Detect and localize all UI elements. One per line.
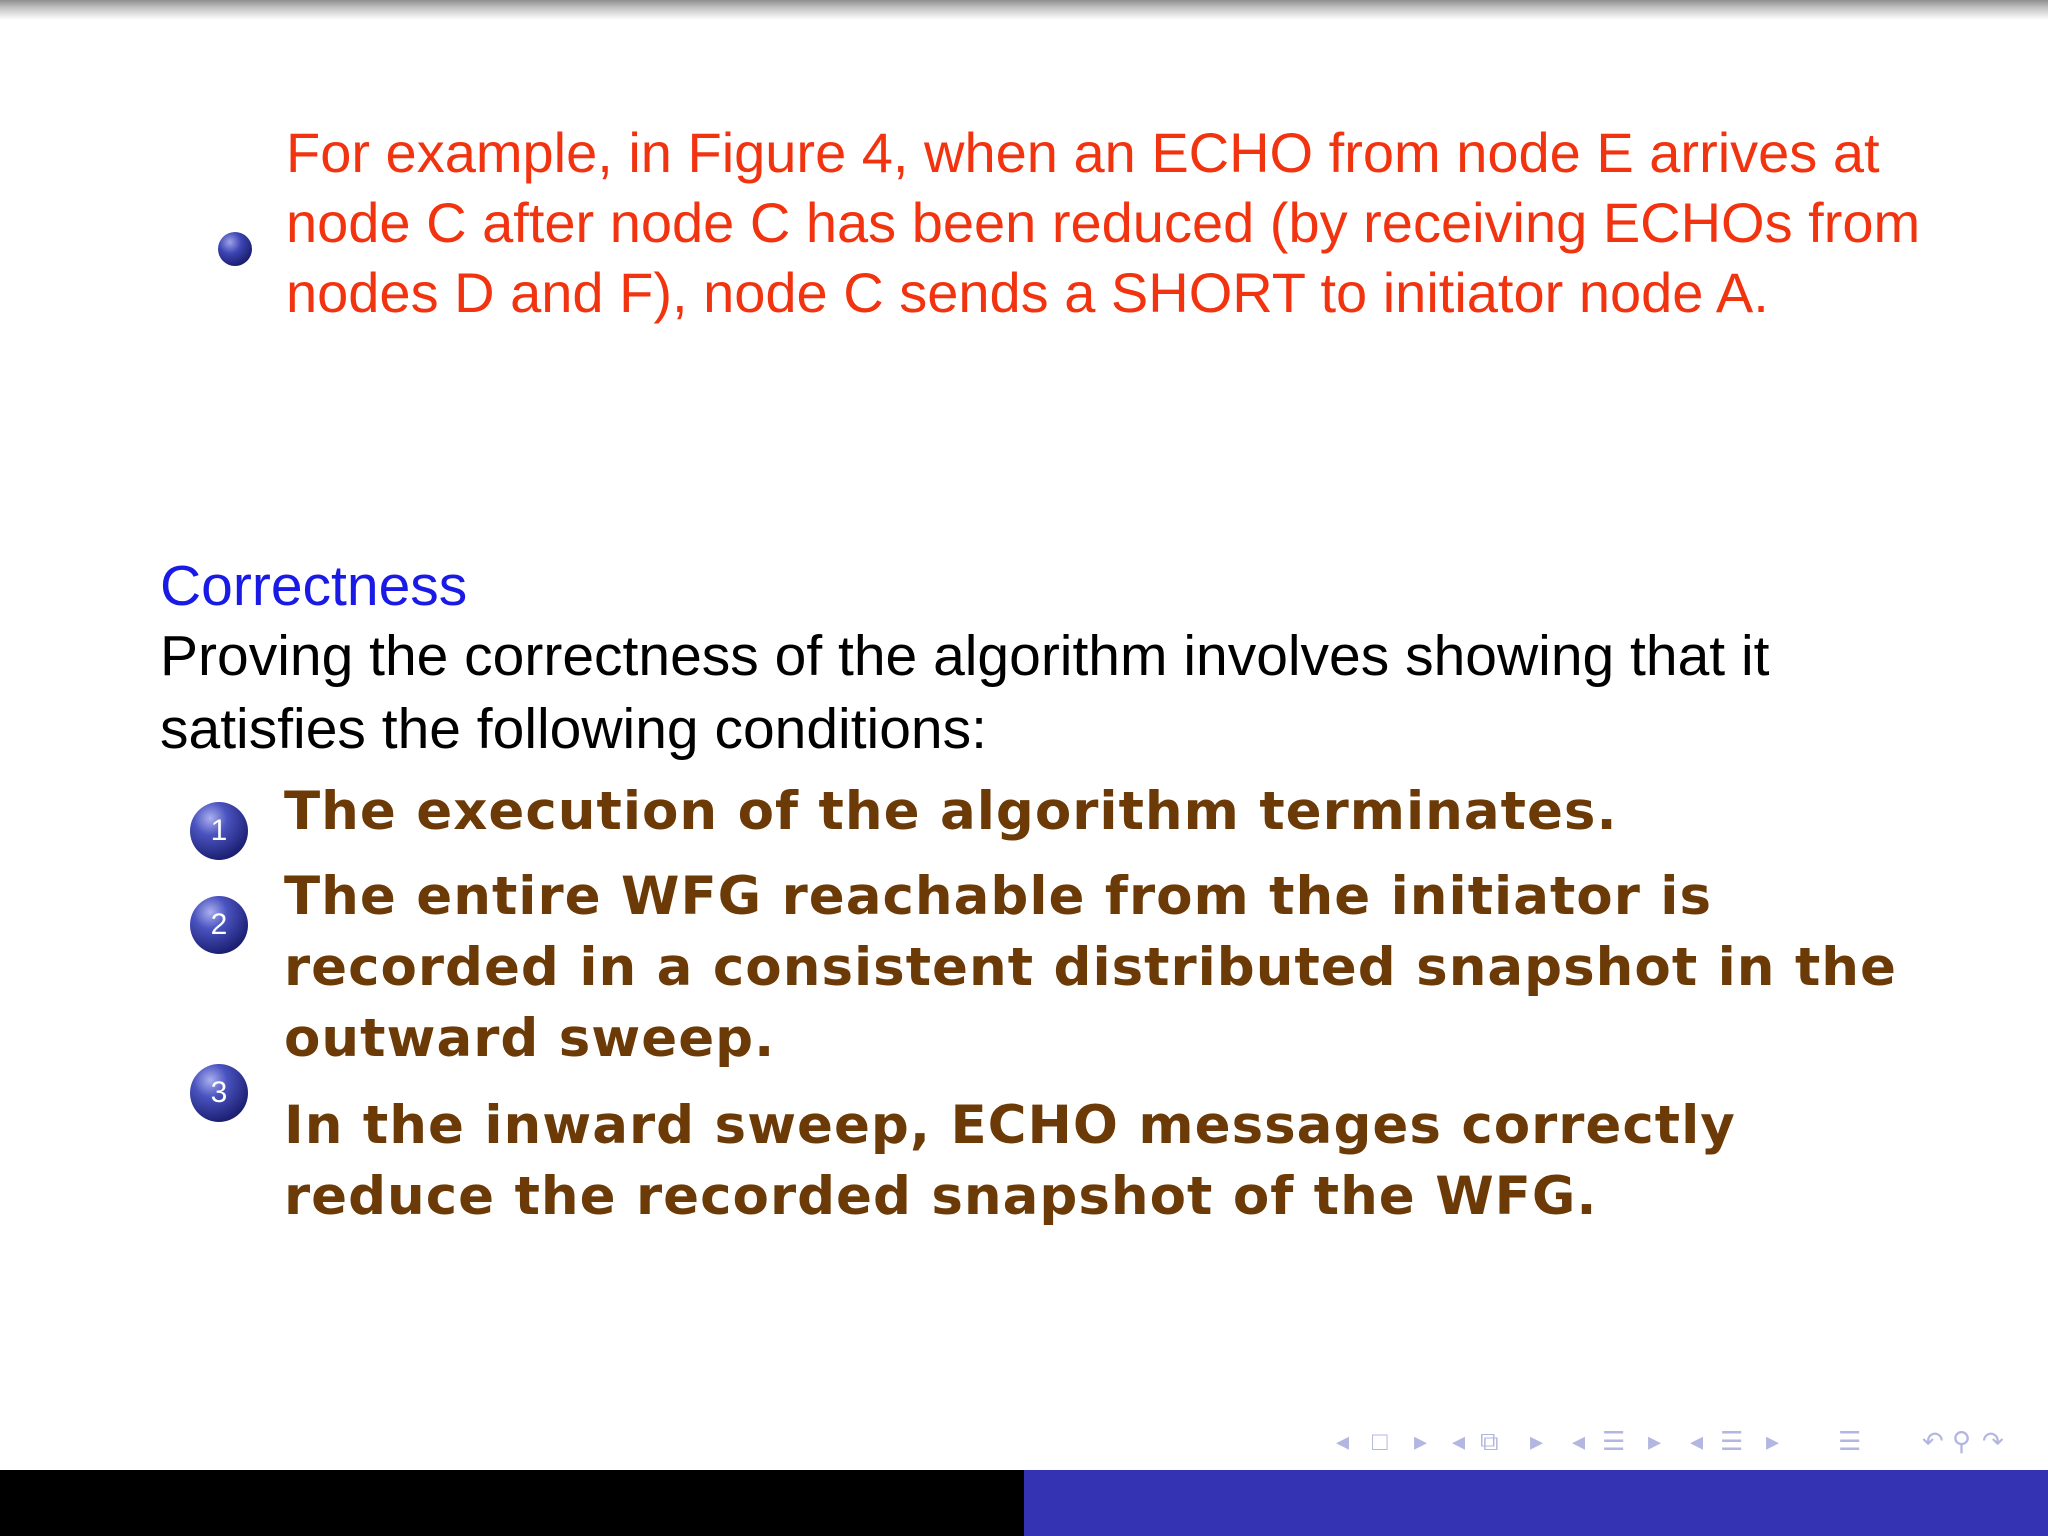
prev-part-icon[interactable]: ◂: [1690, 1426, 1704, 1456]
next-section-icon[interactable]: ▸: [1648, 1426, 1662, 1456]
forward-icon[interactable]: ↷: [1982, 1426, 2004, 1456]
beamer-navigation-bar: [1330, 1424, 2030, 1458]
footer-right-bar: [1024, 1470, 2048, 1536]
prev-subsection-icon[interactable]: ◂: [1452, 1426, 1466, 1456]
condition-item-2: The entire WFG reachable from the initiator is recorded in a consistent distributed snapshot in the outward sweep.: [284, 866, 1897, 1069]
section-icon[interactable]: ☰: [1602, 1426, 1626, 1456]
frame-icon[interactable]: □: [1372, 1426, 1388, 1456]
document-icon[interactable]: ☰: [1838, 1426, 1862, 1456]
search-icon[interactable]: ⚲: [1952, 1426, 1972, 1456]
example-paragraph: For example, in Figure 4, when an ECHO from node E arrives at node C after node C has been reduced (by receiving ECHOs from nodes D and F), node C sends a SHORT to initiator node A.: [286, 121, 1921, 324]
prev-frame-icon[interactable]: ◂: [1336, 1426, 1350, 1456]
part-icon[interactable]: ☰: [1720, 1426, 1744, 1456]
back-icon[interactable]: ↶: [1922, 1426, 1944, 1456]
enumeration-marker-3: 3: [190, 1064, 248, 1122]
bullet-icon: [218, 232, 252, 266]
top-shadow-bar: [0, 0, 2048, 20]
section-intro: Proving the correctness of the algorithm involves showing that it satisfies the following conditions:: [160, 624, 1770, 761]
section-heading: Correctness: [160, 554, 468, 618]
subsection-icon[interactable]: ⧉: [1480, 1426, 1499, 1456]
next-frame-icon[interactable]: ▸: [1414, 1426, 1428, 1456]
enumeration-marker-2: 2: [190, 896, 248, 954]
condition-item-1: The execution of the algorithm terminates.: [284, 781, 1618, 842]
prev-section-icon[interactable]: ◂: [1572, 1426, 1586, 1456]
next-part-icon[interactable]: ▸: [1766, 1426, 1780, 1456]
enumeration-marker-1: 1: [190, 802, 248, 860]
condition-item-3: In the inward sweep, ECHO messages correctly reduce the recorded snapshot of the WFG.: [284, 1095, 1736, 1227]
footer-left-bar: [0, 1470, 1024, 1536]
next-subsection-icon[interactable]: ▸: [1530, 1426, 1544, 1456]
